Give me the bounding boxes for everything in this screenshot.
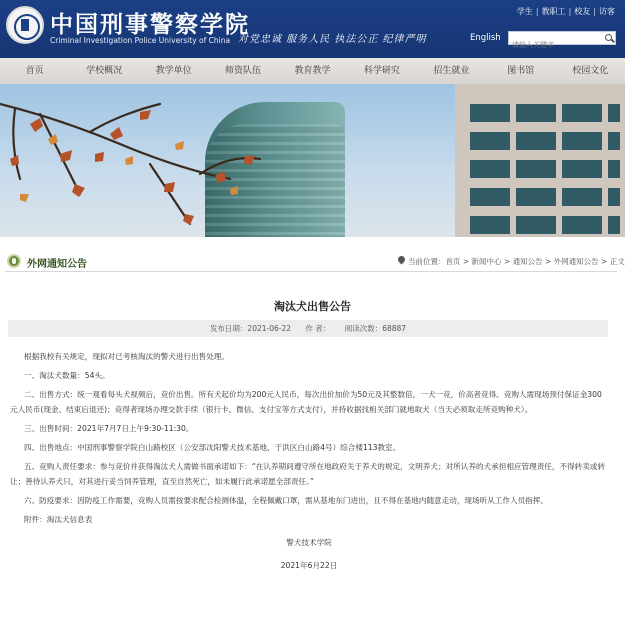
author: 作 者：	[305, 324, 331, 333]
nav-item-about[interactable]: 学校概况	[86, 66, 123, 76]
site-logo-subtitle: Criminal Investigation Police University of China	[50, 36, 231, 45]
autumn-branch-graphic	[0, 84, 280, 237]
article-paragraph: 二、出售方式：统一观看每头犬视频后，竞价出售。所有犬起价均为200元人民币，每次出价加价为50元及其整数倍，一犬一竞，价高者竞得。竞购人需现场预付保证金300元人民币(现金、结束后退还)；竞得者现场办理交款手续（银行卡、微信、支付宝等方式支付），并持收据找相关部门就地取犬（当天必须取走所竞购种犬）。	[10, 390, 602, 414]
section-badge-icon	[7, 254, 21, 268]
nav-item-departments[interactable]: 教学单位	[155, 66, 192, 76]
campus-banner-image	[0, 84, 625, 237]
nav-item-faculty[interactable]: 师资队伍	[225, 66, 262, 76]
search-box	[508, 31, 616, 45]
language-switch-link[interactable]: English	[470, 33, 501, 43]
main-nav	[0, 58, 625, 84]
nav-item-admissions[interactable]: 招生就业	[433, 66, 470, 76]
nav-item-research[interactable]: 科学研究	[363, 66, 400, 76]
search-input[interactable]	[509, 39, 599, 51]
article-signature: 警犬技术学院	[286, 538, 332, 547]
top-links: 学生 | 教职工 | 校友 | 访客	[516, 7, 615, 16]
top-link-students[interactable]: 学生	[516, 7, 533, 16]
breadcrumb[interactable]: 当前位置：首页 > 新闻中心 > 通知公告 > 外网通知公告 > 正文	[408, 257, 625, 266]
article-sign-date: 2021年6月22日	[280, 561, 338, 570]
article-paragraph: 六、防疫要求：因防疫工作需要，竞购人员需按要求配合检测体温，全程佩戴口罩，需从基地东门进出，且不得在基地内随意走动，现场听从工作人员指挥。	[24, 496, 548, 505]
nav-item-home[interactable]: 首页	[25, 66, 44, 76]
nav-item-library[interactable]: 图书馆	[507, 66, 535, 76]
top-link-alumni[interactable]: 校友	[574, 7, 591, 16]
article-paragraph: 五、竞购人责任要求：参与竞价并获得淘汰犬人需做书面承诺如下：“在认养期间遵守所在地政府关于养犬的规定，文明养犬；对所认养的犬承担相应管理责任，不得转卖或转让；善待认养犬只，对其进行妥当饲养管理，直至自然死亡，如未履行此承诺愿全部责任。”	[10, 462, 606, 486]
article-meta	[8, 320, 608, 337]
site-header	[0, 0, 625, 58]
location-pin-icon	[397, 255, 407, 265]
article-title: 淘汰犬出售公告	[274, 300, 351, 313]
article-paragraph: 四、出售地点：中国刑事警察学院白山路校区（公安部沈阳警犬技术基地，于洪区白山路4号）综合楼113教室。	[24, 443, 401, 452]
article-paragraph: 根据我校有关规定，现拟对已考核淘汰的警犬进行出售处理。	[24, 352, 230, 361]
nav-item-campus-culture[interactable]: 校园文化	[572, 66, 609, 76]
view-count: 阅读次数：68887	[344, 324, 407, 333]
top-link-visitors[interactable]: 访客	[599, 7, 615, 16]
attachment-link[interactable]: 附件：淘汰犬信息表	[24, 515, 93, 524]
article-paragraph: 一、淘汰犬数量：54头。	[24, 371, 110, 380]
site-slogan: 对党忠诚 服务人民 执法公正 纪律严明	[238, 34, 427, 45]
site-logo-title[interactable]: 中国刑事警察学院	[50, 11, 250, 38]
university-seal-icon[interactable]	[6, 6, 44, 44]
publish-date: 发布日期：2021-06-22	[209, 324, 292, 333]
search-icon[interactable]	[605, 34, 612, 41]
section-header	[5, 252, 625, 272]
section-title: 外网通知公告	[27, 259, 87, 270]
article-body	[10, 349, 608, 573]
top-link-staff[interactable]: 教职工	[541, 7, 566, 16]
article-paragraph: 三、出售时间：2021年7月7日上午9:30-11:30。	[24, 424, 194, 433]
nav-item-education[interactable]: 教育教学	[294, 66, 331, 76]
